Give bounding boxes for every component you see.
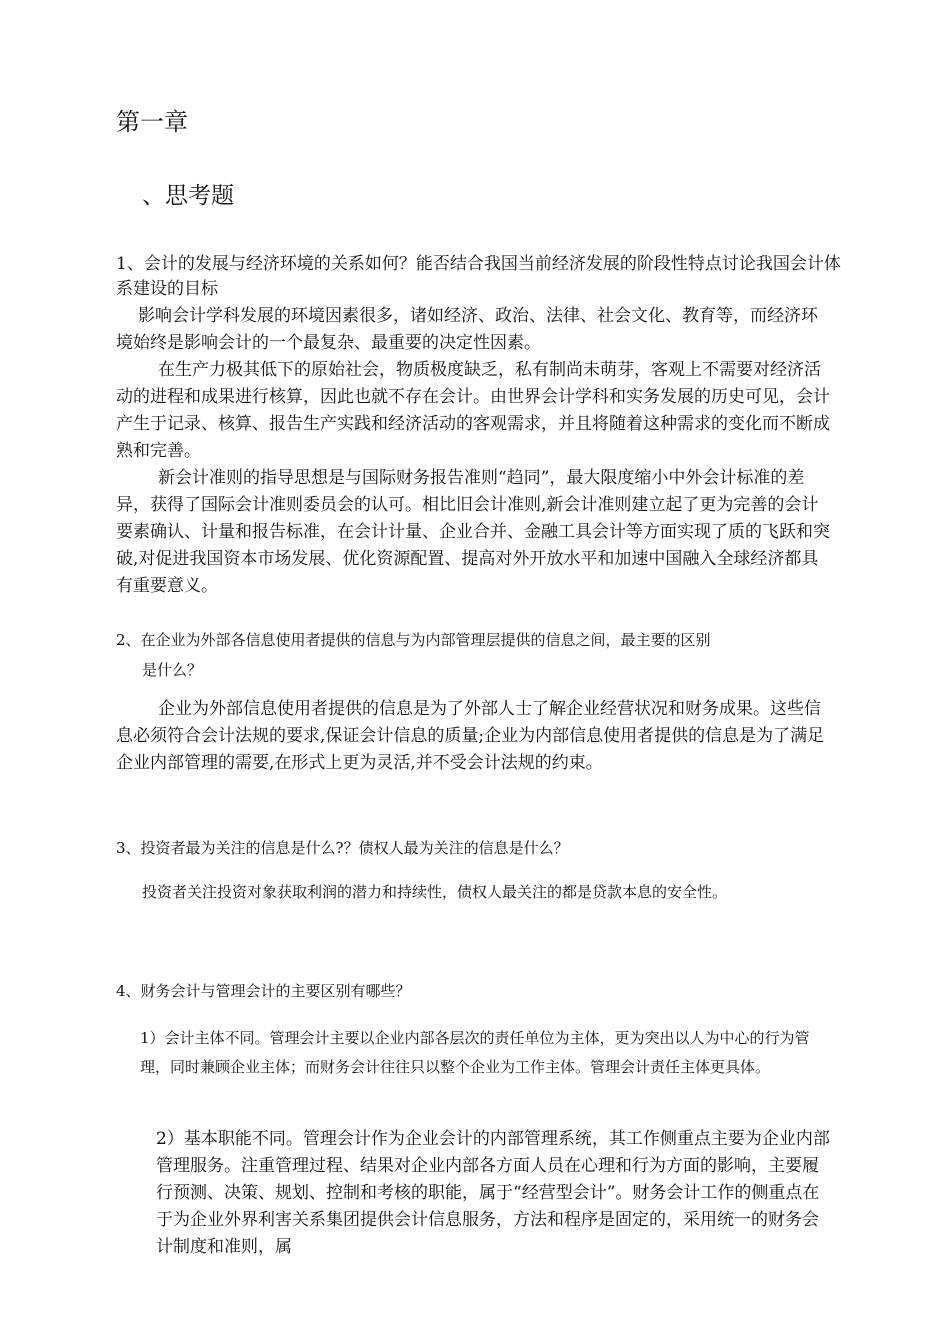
question-3: 3、投资者最为关注的信息是什么?？债权人最为关注的信息是什么？ bbox=[116, 839, 569, 857]
answer-2 bbox=[116, 696, 831, 777]
question-2-line-2: 是什么？ bbox=[142, 661, 203, 679]
question-4: 4、财务会计与管理会计的主要区别有哪些？ bbox=[116, 982, 411, 1000]
answer-1 bbox=[116, 303, 831, 600]
section-title: 、思考题 bbox=[142, 183, 234, 209]
answer-4-point-1: 1）会计主体不同。管理会计主要以企业内部各层次的责任单位为主体，更为突出以人为中心的行为管理，同时兼顾企业主体；而财务会计往往只以整个企业为工作主体。管理会计责任主体更具体。 bbox=[140, 1029, 810, 1076]
answer-4-point-2: 2）基本职能不同。管理会计作为企业会计的内部管理系统，其工作侧重点主要为企业内部管理服务。注重管理过程、结果对企业内部各方面人员在心理和行为方面的影响，主要履行预测、决策、规划、控制和考核的职能，属于“经营型会计”。财务会计工作的侧重点在于为企业外界利害关系集团提供会计信息服务，方法和程序是固定的，采用统一的财务会计制度和准则，属 bbox=[156, 1129, 830, 1257]
answer-2-paragraph: 企业为外部信息使用者提供的信息是为了外部人士了解企业经营状况和财务成果。这些信息必须符合会计法规的要求,保证会计信息的质量;企业为内部信息使用者提供的信息是为了满足企业内部管理的需要,在形式上更为灵活,并不受会计法规的约束。 bbox=[116, 699, 825, 773]
answer-1-paragraph-1: 影响会计学科发展的环境因素很多，诸如经济、政治、法律、社会文化、教育等，而经济环境始终是影响会计的一个最复杂、最重要的决定性因素。 bbox=[116, 306, 818, 353]
answer-3: 投资者关注投资对象获取利润的潜力和持续性，债权人最关注的都是贷款本息的安全性。 bbox=[142, 883, 728, 901]
chapter-title: 第一章 bbox=[116, 108, 188, 136]
question-2-line-1: 2、在企业为外部各信息使用者提供的信息与为内部管理层提供的信息之间，最主要的区别 bbox=[116, 631, 711, 649]
answer-1-paragraph-3: 新会计准则的指导思想是与国际财务报告准则“趋同”，最大限度缩小中外会计标准的差异，获得了国际会计准则委员会的认可。相比旧会计准则,新会计准则建立起了更为完善的会计要素确认、计量和报告标准，在会计计量、企业合并、金融工具会计等方面实现了质的飞跃和突破,对促进我国资本市场发展、优化资源配置、提高对外开放水平和加速中国融入全球经济都具有重要意义。 bbox=[116, 468, 830, 596]
question-1: 1、会计的发展与经济环境的关系如何？能否结合我国当前经济发展的阶段性特点讨论我国会计体系建设的目标 bbox=[116, 254, 841, 299]
question-2 bbox=[116, 625, 836, 685]
answer-1-paragraph-2: 在生产力极其低下的原始社会，物质极度缺乏，私有制尚未萌芽，客观上不需要对经济活动的进程和成果进行核算，因此也就不存在会计。由世界会计学科和实务发展的历史可见，会计产生于记录、核算、报告生产实践和经济活动的客观需求，并且将随着这种需求的变化而不断成熟和完善。 bbox=[116, 360, 830, 461]
